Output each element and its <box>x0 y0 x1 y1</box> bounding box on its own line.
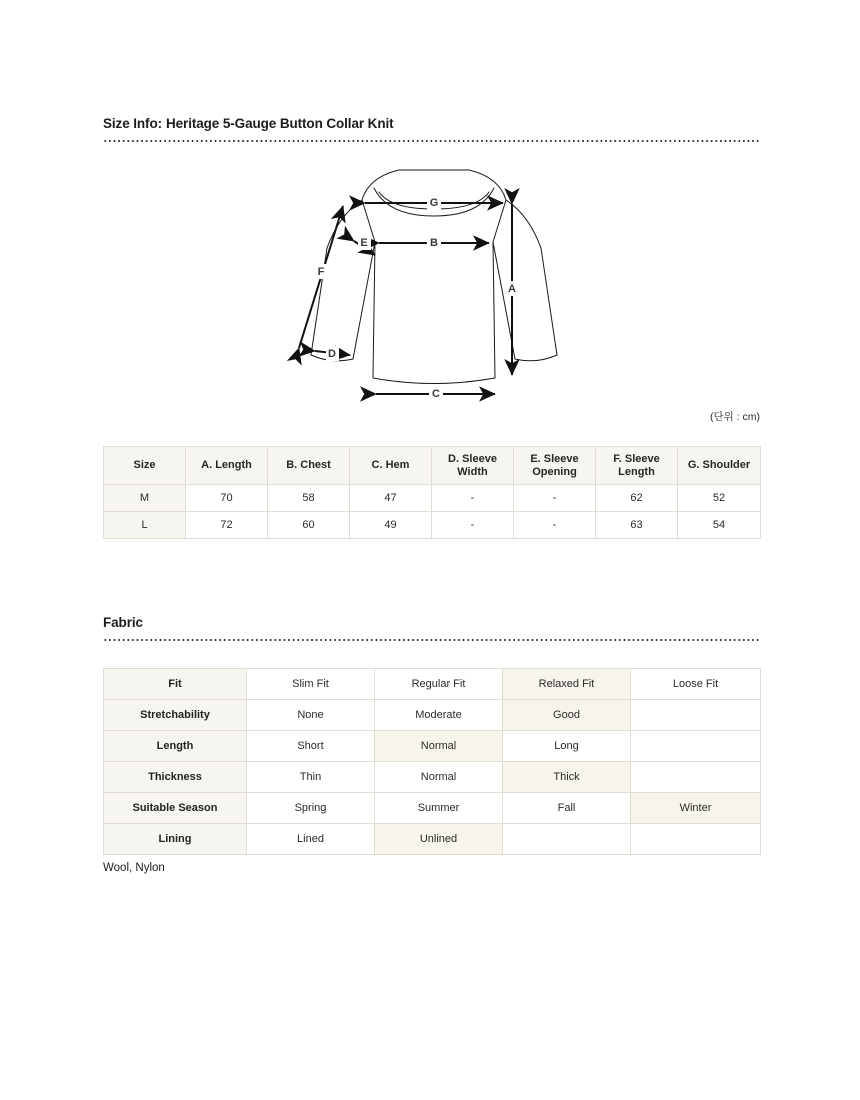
option-stretch-empty <box>631 700 761 731</box>
option-fit-loose: Loose Fit <box>631 669 761 700</box>
col-header-g-shoulder: G. Shoulder <box>678 447 761 485</box>
option-lining-lined: Lined <box>247 824 375 855</box>
garment-measurement-diagram <box>103 163 760 405</box>
option-fit-slim: Slim Fit <box>247 669 375 700</box>
option-thickness-normal: Normal <box>375 762 503 793</box>
option-season-spring: Spring <box>247 793 375 824</box>
row-label-size-l: L <box>104 512 186 539</box>
marker-label-f: F <box>317 266 325 278</box>
row-label-thickness: Thickness <box>104 762 247 793</box>
option-fit-regular: Regular Fit <box>375 669 503 700</box>
row-label-length: Length <box>104 731 247 762</box>
table-row <box>104 762 761 793</box>
col-header-size: Size <box>104 447 186 485</box>
col-header-b-chest: B. Chest <box>268 447 350 485</box>
table-row <box>104 731 761 762</box>
size-info-heading <box>103 116 760 142</box>
cell-m-g-shoulder: 52 <box>678 485 761 512</box>
marker-label-c: C <box>432 388 440 400</box>
option-stretch-none: None <box>247 700 375 731</box>
table-row <box>104 512 761 539</box>
table-row <box>104 485 761 512</box>
option-thickness-empty <box>631 762 761 793</box>
row-label-fit: Fit <box>104 669 247 700</box>
size-info-label: Size Info: <box>103 116 162 131</box>
fabric-attributes-table <box>103 668 761 855</box>
option-length-long: Long <box>503 731 631 762</box>
table-header-row <box>104 447 761 485</box>
col-header-a-length: A. Length <box>186 447 268 485</box>
table-row <box>104 700 761 731</box>
material-composition-note: Wool, Nylon <box>103 862 165 874</box>
option-lining-empty-2 <box>631 824 761 855</box>
marker-label-b: B <box>430 237 438 249</box>
fabric-heading <box>103 615 760 641</box>
cell-m-e-sleeve-opening: - <box>514 485 596 512</box>
row-label-stretchability: Stretchability <box>104 700 247 731</box>
cell-m-c-hem: 47 <box>350 485 432 512</box>
option-stretch-moderate: Moderate <box>375 700 503 731</box>
option-season-fall: Fall <box>503 793 631 824</box>
cell-l-d-sleeve-width: - <box>432 512 514 539</box>
table-row <box>104 824 761 855</box>
col-header-e-sleeve-opening: E. Sleeve Opening <box>514 447 596 485</box>
option-lining-empty-1 <box>503 824 631 855</box>
row-label-suitable-season: Suitable Season <box>104 793 247 824</box>
cell-m-a-length: 70 <box>186 485 268 512</box>
col-header-f-sleeve-length: F. Sleeve Length <box>596 447 678 485</box>
marker-label-g: G <box>429 197 439 209</box>
size-info-title <box>103 116 760 131</box>
table-row <box>104 669 761 700</box>
cell-l-a-length: 72 <box>186 512 268 539</box>
option-season-summer: Summer <box>375 793 503 824</box>
option-length-short: Short <box>247 731 375 762</box>
option-thickness-thick: Thick <box>503 762 631 793</box>
option-thickness-thin: Thin <box>247 762 375 793</box>
fabric-divider <box>103 639 760 641</box>
cell-m-d-sleeve-width: - <box>432 485 514 512</box>
option-length-normal: Normal <box>375 731 503 762</box>
cell-l-f-sleeve-length: 63 <box>596 512 678 539</box>
cell-m-b-chest: 58 <box>268 485 350 512</box>
cell-l-b-chest: 60 <box>268 512 350 539</box>
cell-l-e-sleeve-opening: - <box>514 512 596 539</box>
table-row <box>104 793 761 824</box>
marker-label-d: D <box>328 348 336 360</box>
cell-l-c-hem: 49 <box>350 512 432 539</box>
col-header-c-hem: C. Hem <box>350 447 432 485</box>
row-label-size-m: M <box>104 485 186 512</box>
size-measurement-table <box>103 446 761 539</box>
option-lining-unlined: Unlined <box>375 824 503 855</box>
option-length-empty <box>631 731 761 762</box>
option-fit-relaxed: Relaxed Fit <box>503 669 631 700</box>
option-season-winter: Winter <box>631 793 761 824</box>
marker-label-a: A <box>508 283 516 295</box>
row-label-lining: Lining <box>104 824 247 855</box>
heading-divider <box>103 140 760 142</box>
product-name: Heritage 5-Gauge Button Collar Knit <box>166 116 394 131</box>
marker-label-e: E <box>360 237 368 249</box>
cell-l-g-shoulder: 54 <box>678 512 761 539</box>
fabric-title: Fabric <box>103 615 143 630</box>
col-header-d-sleeve-width: D. Sleeve Width <box>432 447 514 485</box>
unit-note: (단위 : cm) <box>709 411 760 423</box>
option-stretch-good: Good <box>503 700 631 731</box>
cell-m-f-sleeve-length: 62 <box>596 485 678 512</box>
